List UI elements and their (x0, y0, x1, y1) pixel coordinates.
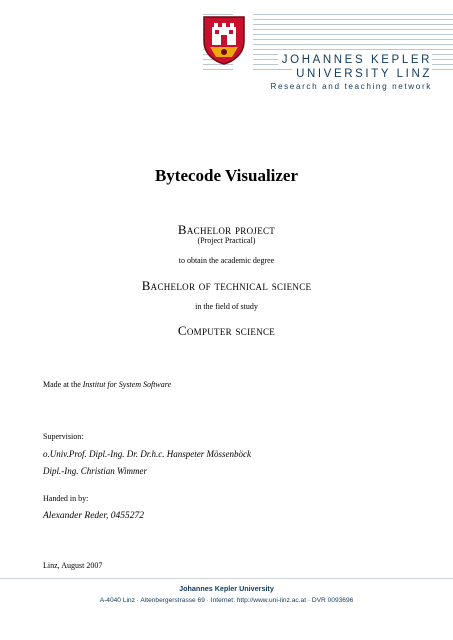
university-name-line1: JOHANNES KEPLER (278, 54, 432, 66)
university-tagline: Research and teaching network (270, 82, 432, 91)
made-at-line (43, 380, 171, 389)
document-type: Bachelor project (177, 222, 276, 237)
footer-address: A-4040 Linz · Altenbergerstrasse 69 · Internet: http://www.uni-linz.ac.at · DVR 0093696 (99, 597, 354, 604)
institute-name: Institut for System Software (82, 380, 172, 389)
supervisor-1: o.Univ.Prof. Dipl.-Ing. Dr. Dr.h.c. Hanspeter Mössenböck (43, 449, 251, 459)
supervisor-2: Dipl.-Ing. Christian Wimmer (43, 466, 148, 476)
document-title: Bytecode Visualizer (154, 166, 299, 185)
footer-rule (0, 578, 453, 579)
document-type-sub: (Project Practical) (197, 236, 256, 245)
footer-university: Johannes Kepler University (179, 584, 274, 593)
university-crest-icon (202, 15, 246, 65)
university-name-line2: UNIVERSITY LINZ (292, 68, 432, 80)
author-name: Alexander Reder, 0455272 (43, 511, 145, 521)
place-date: Linz, August 2007 (43, 561, 103, 570)
field-of-study: Computer science (177, 323, 276, 338)
supervision-label: Supervision: (43, 432, 84, 441)
degree-purpose: to obtain the academic degree (178, 256, 275, 265)
degree-name: Bachelor of technical science (141, 278, 312, 293)
field-intro: in the field of study (195, 302, 258, 311)
handed-in-label: Handed in by: (43, 494, 89, 503)
made-at-label: Made at the (43, 380, 81, 389)
